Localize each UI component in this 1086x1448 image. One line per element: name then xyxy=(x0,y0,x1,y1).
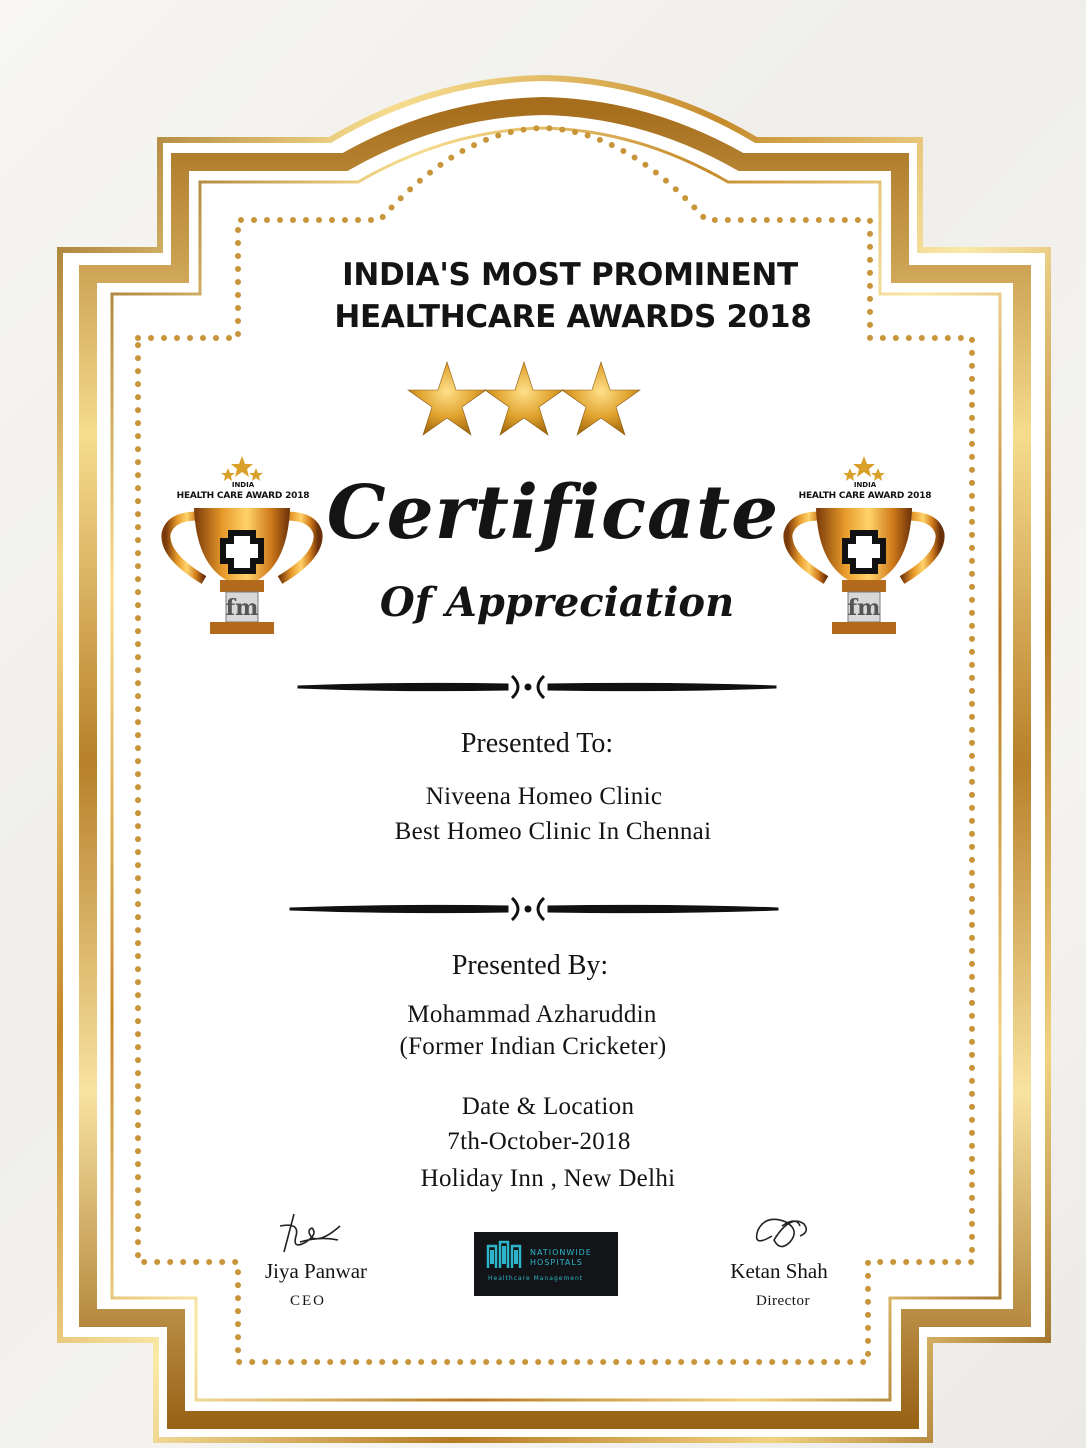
trophy-brand-left: INDIA xyxy=(231,481,255,489)
presenter-description: (Former Indian Cricketer) xyxy=(399,1033,667,1060)
award-headline-line1: INDIA'S MOST PROMINENT xyxy=(342,257,798,293)
award-headline-line2: HEALTHCARE AWARDS 2018 xyxy=(334,299,812,335)
recipient-award: Best Homeo Clinic In Chennai xyxy=(394,818,712,845)
trophy-label-right: HEALTH CARE AWARD 2018 xyxy=(798,491,932,501)
signatory-right-title: Director xyxy=(756,1293,810,1309)
certificate-title: Certificate xyxy=(326,470,780,556)
presented-to-label: Presented To: xyxy=(460,728,614,759)
trophy-label-left: HEALTH CARE AWARD 2018 xyxy=(176,491,310,501)
signatory-left-name: Jiya Panwar xyxy=(264,1259,368,1283)
sponsor-logo xyxy=(474,1232,618,1296)
signatory-left-title: CEO xyxy=(290,1293,326,1309)
svg-text:fm: fm xyxy=(225,595,259,621)
recipient-name: Niveena Homeo Clinic xyxy=(425,783,663,810)
signatory-right-name: Ketan Shah xyxy=(730,1259,828,1283)
date-location-label: Date & Location xyxy=(461,1093,635,1120)
logo-tagline: Healthcare Management xyxy=(488,1275,584,1282)
event-date: 7th-October-2018 xyxy=(447,1128,631,1155)
presenter-name: Mohammad Azharuddin xyxy=(407,1001,657,1028)
logo-name: NATIONWIDE HOSPITALS xyxy=(530,1248,592,1267)
event-location: Holiday Inn , New Delhi xyxy=(420,1165,676,1192)
presented-by-label: Presented By: xyxy=(451,950,609,981)
trophy-brand-right: INDIA xyxy=(853,481,877,489)
svg-text:fm: fm xyxy=(847,595,881,621)
certificate-subtitle: Of Appreciation xyxy=(379,579,735,626)
